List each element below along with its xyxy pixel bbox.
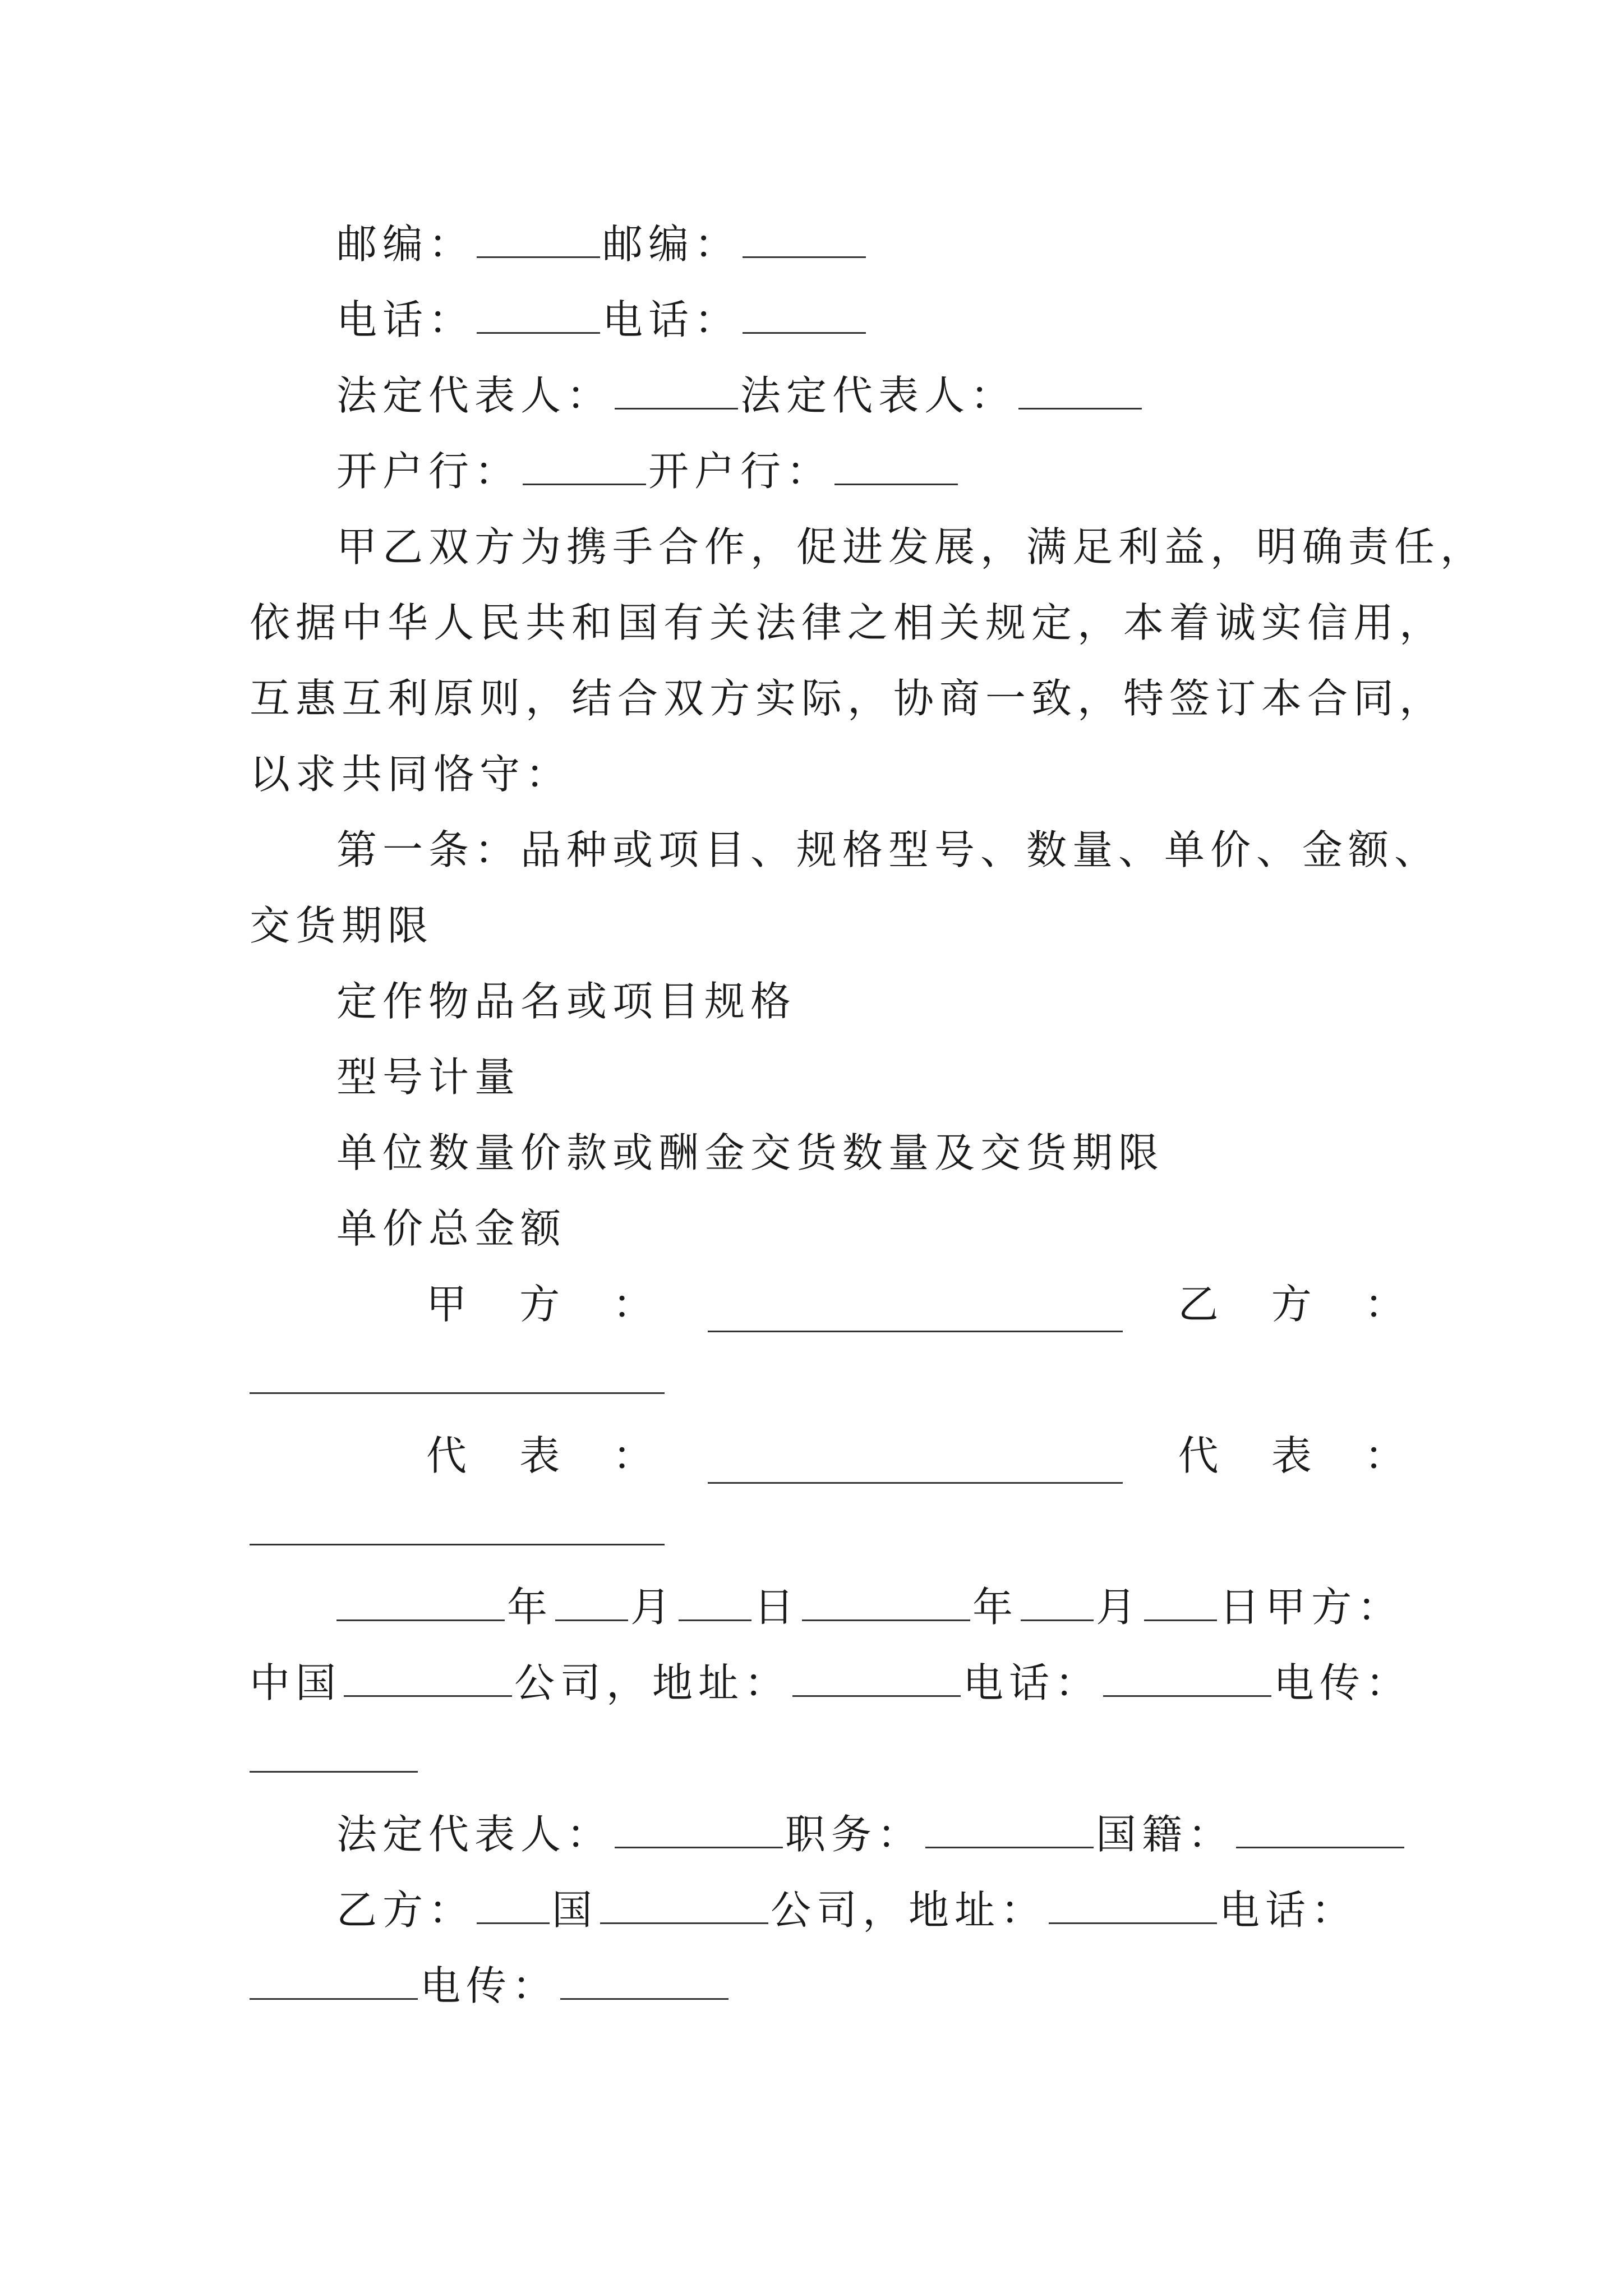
party-b-sign-line [250,1352,1405,1408]
table-field-4: 单价总金额 [336,1205,567,1252]
rep-a-char-2: 表 [519,1432,560,1479]
phone-blank-b [743,296,866,334]
party-a-char-1: 甲 [426,1281,467,1328]
rep-b-sign-line [250,1503,1405,1559]
party-b-fax-label: 电传： [420,1962,559,2009]
preamble-line-4: 以求共同恪守： [250,751,572,798]
party-b-detail-line [336,1882,1405,1938]
party-a-fax-blank [250,1735,418,1773]
party-a-sign-blank [708,1295,1123,1332]
rep-b-char-1: 代 [1178,1432,1219,1479]
postcode-label-a: 邮编： [336,220,475,268]
article1-line-1: 第一条：品种或项目、规格型号、数量、单价、金额、 [336,826,1441,873]
preamble-line-1: 甲乙双方为携手合作，促进发展，满足利益，明确责任， [336,523,1487,570]
postcode-label-b: 邮编： [602,220,741,268]
party-b-address-blank [1049,1887,1217,1924]
rep-b-char-2: 表 [1271,1432,1312,1479]
party-a-fax-line [250,1731,1405,1787]
rep-a-sign-blank [708,1446,1123,1484]
party-b-company-address-label: 公司，地址： [771,1887,1047,1934]
party-b-country-label: 国 [552,1887,598,1934]
year-label-b: 年 [972,1584,1019,1631]
legal-rep-label-b: 法定代表人： [740,372,1017,419]
party-b-char-2: 方 [1271,1281,1312,1328]
nationality-blank [1236,1811,1404,1848]
postcode-blank-b [743,220,866,258]
party-a-phone-label: 电话： [963,1659,1101,1706]
legal-rep-blank-b [1018,372,1142,409]
day-label-a: 日 [754,1584,800,1631]
rep-sign-line [426,1428,1405,1484]
rep-a-char-1: 代 [426,1432,467,1479]
position-label: 职务： [785,1811,924,1858]
nationality-label: 国籍： [1096,1811,1234,1858]
day-label-b-party-a: 日甲方： [1219,1584,1404,1631]
preamble-line-3: 互惠互利原则，结合双方实际，协商一致，特签订本合同， [250,675,1446,722]
bank-label-a: 开户行： [336,448,521,495]
month-blank-a [555,1584,628,1621]
party-b-char-1: 乙 [1178,1281,1219,1328]
bank-label-b: 开户行： [648,448,833,495]
party-b-company-blank [600,1887,768,1924]
rep-b-colon: ： [1364,1432,1405,1479]
company-address-label: 公司，地址： [514,1659,791,1706]
preamble-line-2: 依据中华人民共和国有关法律之相关规定，本着诚实信用， [250,599,1446,646]
party-b-sign-blank [250,1356,665,1394]
postcode-line [336,216,1405,272]
party-b-country-blank [477,1887,550,1924]
party-b-fax-blank [560,1962,728,2000]
month-blank-b [1021,1584,1094,1621]
party-b-phone-label: 电话： [1219,1887,1358,1934]
party-b-phone-blank [250,1962,418,2000]
date-line [336,1579,1405,1635]
position-blank [925,1811,1094,1848]
party-a-char-2: 方 [519,1281,560,1328]
article1-line-2: 交货期限 [250,902,434,949]
phone-label-a: 电话： [336,296,475,343]
year-label-a: 年 [507,1584,554,1631]
party-sign-line [426,1276,1405,1332]
party-a-legal-rep-label: 法定代表人： [336,1811,613,1858]
month-label-b: 月 [1096,1584,1142,1631]
bank-line [336,443,1405,499]
bank-blank-a [523,448,646,485]
party-a-phone-blank [1103,1659,1271,1697]
address-blank [792,1659,961,1697]
year-blank-b [802,1584,970,1621]
legal-rep-line [336,367,1405,424]
phone-blank-a [477,296,600,334]
phone-line [336,292,1405,348]
party-a-country: 中国 [250,1659,342,1706]
party-b-phone-fax-line [250,1958,1405,2014]
party-a-legal-rep-blank [615,1811,783,1848]
rep-a-colon: ： [612,1432,653,1479]
party-a-colon: ： [612,1281,653,1328]
legal-rep-blank-a [615,372,738,409]
party-b-label: 乙方： [336,1887,475,1934]
table-field-1: 定作物品名或项目规格 [336,978,797,1025]
year-blank-a [336,1584,505,1621]
table-field-2: 型号计量 [336,1053,521,1101]
party-a-fax-label: 电传： [1274,1659,1412,1706]
company-blank [344,1659,512,1697]
postcode-blank-a [477,220,600,258]
party-a-rep-line [336,1806,1405,1862]
party-b-colon: ： [1364,1281,1405,1328]
phone-label-b: 电话： [602,296,741,343]
month-label-a: 月 [630,1584,677,1631]
legal-rep-label-a: 法定代表人： [336,372,613,419]
day-blank-a [679,1584,751,1621]
table-field-3: 单位数量价款或酬金交货数量及交货期限 [336,1129,1165,1176]
rep-b-sign-blank [250,1508,665,1545]
party-a-detail-line [250,1655,1412,1711]
bank-blank-b [834,448,958,485]
day-blank-b [1144,1584,1217,1621]
